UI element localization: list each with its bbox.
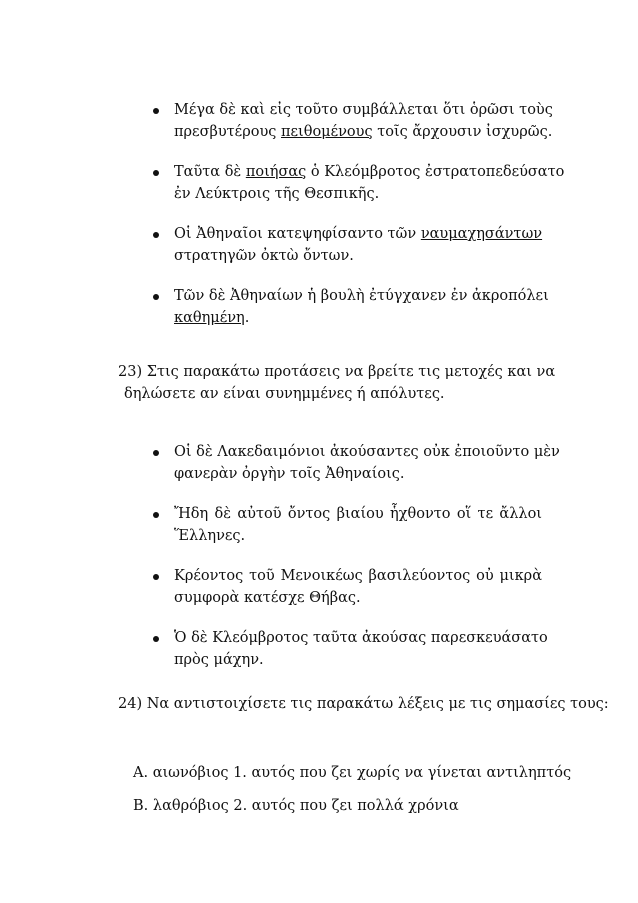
bullet-icon	[153, 294, 159, 300]
underlined-participle: πειθομένους	[281, 124, 373, 140]
question-23	[118, 361, 556, 405]
sentence-line: Ἤδη δὲ αὐτοῦ ὄντος βιαίου ἧχθοντο οἵ τε ἄλλοι	[174, 506, 542, 522]
bullet-icon	[153, 636, 159, 642]
list-item	[0, 503, 638, 547]
underlined-participle: καθημένη	[174, 310, 245, 326]
list-item	[0, 285, 638, 329]
bullet-icon	[153, 574, 159, 580]
bullet-icon	[153, 232, 159, 238]
matching-row: Α. αιωνόβιος 1. αυτός που ζει χωρίς να γίνεται αντιληπτός	[133, 765, 572, 781]
list-item	[0, 627, 638, 671]
list-item	[0, 99, 638, 143]
sentence-text: Οἱ Ἀθηναῖοι κατεψηφίσαντο τῶν	[174, 226, 421, 242]
sentence-line: Ὁ δὲ Κλεόμβροτος ταῦτα ἀκούσας παρεσκευάσατο	[174, 630, 548, 646]
bullet-icon	[153, 108, 159, 114]
list-item	[0, 565, 638, 609]
bullet-icon	[153, 450, 159, 456]
underlined-participle: ναυμαχησάντων	[420, 226, 543, 242]
sentence-line: Τῶν δὲ Ἀθηναίων ἡ βουλὴ ἐτύγχανεν ἐν ἀκροπόλει	[174, 288, 549, 304]
sentence-line: Μέγα δὲ καὶ εἰς τοῦτο συμβάλλεται ὅτι ὁρῶσι τοὺς	[174, 102, 553, 118]
bullet-icon	[153, 170, 159, 176]
sentence-text: Ταῦτα δὲ	[174, 164, 246, 180]
greek-sentences-list-2	[0, 441, 638, 671]
sentence-line: πρὸς μάχην.	[174, 652, 264, 668]
sentence-text: πρεσβυτέρους	[174, 124, 281, 140]
question-line: δηλώσετε αν είναι συνημμένες ή απόλυτες.	[124, 386, 445, 402]
list-item	[0, 161, 638, 205]
question-line: 24) Να αντιστοιχίσετε τις παρακάτω λέξεις με τις σημασίες τους:	[118, 696, 609, 712]
list-item	[0, 441, 638, 485]
list-item	[0, 223, 638, 267]
question-line: 23) Στις παρακάτω προτάσεις να βρείτε τις μετοχές και να	[118, 364, 556, 380]
matching-row: Β. λαθρόβιος 2. αυτός που ζει πολλά χρόνια	[133, 798, 459, 814]
sentence-line: ἐν Λεύκτροις τῆς Θεσπικῆς.	[174, 186, 380, 202]
underlined-participle: ποιήσας	[245, 164, 307, 180]
question-24	[118, 693, 609, 715]
sentence-line: Κρέοντος τοῦ Μενοικέως βασιλεύοντος οὐ μικρὰ	[174, 568, 542, 584]
sentence-line: φανερὰν ὀργὴν τοῖς Ἀθηναίοις.	[174, 466, 405, 482]
sentence-text: .	[244, 310, 250, 326]
sentence-line: συμφορὰ κατέσχε Θήβας.	[174, 590, 361, 606]
sentence-line: στρατηγῶν ὀκτὼ ὄντων.	[174, 248, 354, 264]
sentence-text: ὁ Κλεόμβροτος ἐστρατοπεδεύσατο	[306, 164, 565, 180]
sentence-text: τοῖς ἄρχουσιν ἰσχυρῶς.	[372, 124, 553, 140]
greek-sentences-list-1	[0, 99, 638, 329]
bullet-icon	[153, 512, 159, 518]
sentence-line: Ἕλληνες.	[174, 528, 246, 544]
sentence-line: Οἱ δὲ Λακεδαιμόνιοι ἀκούσαντες οὐκ ἐποιοῦντο μὲν	[174, 444, 560, 460]
